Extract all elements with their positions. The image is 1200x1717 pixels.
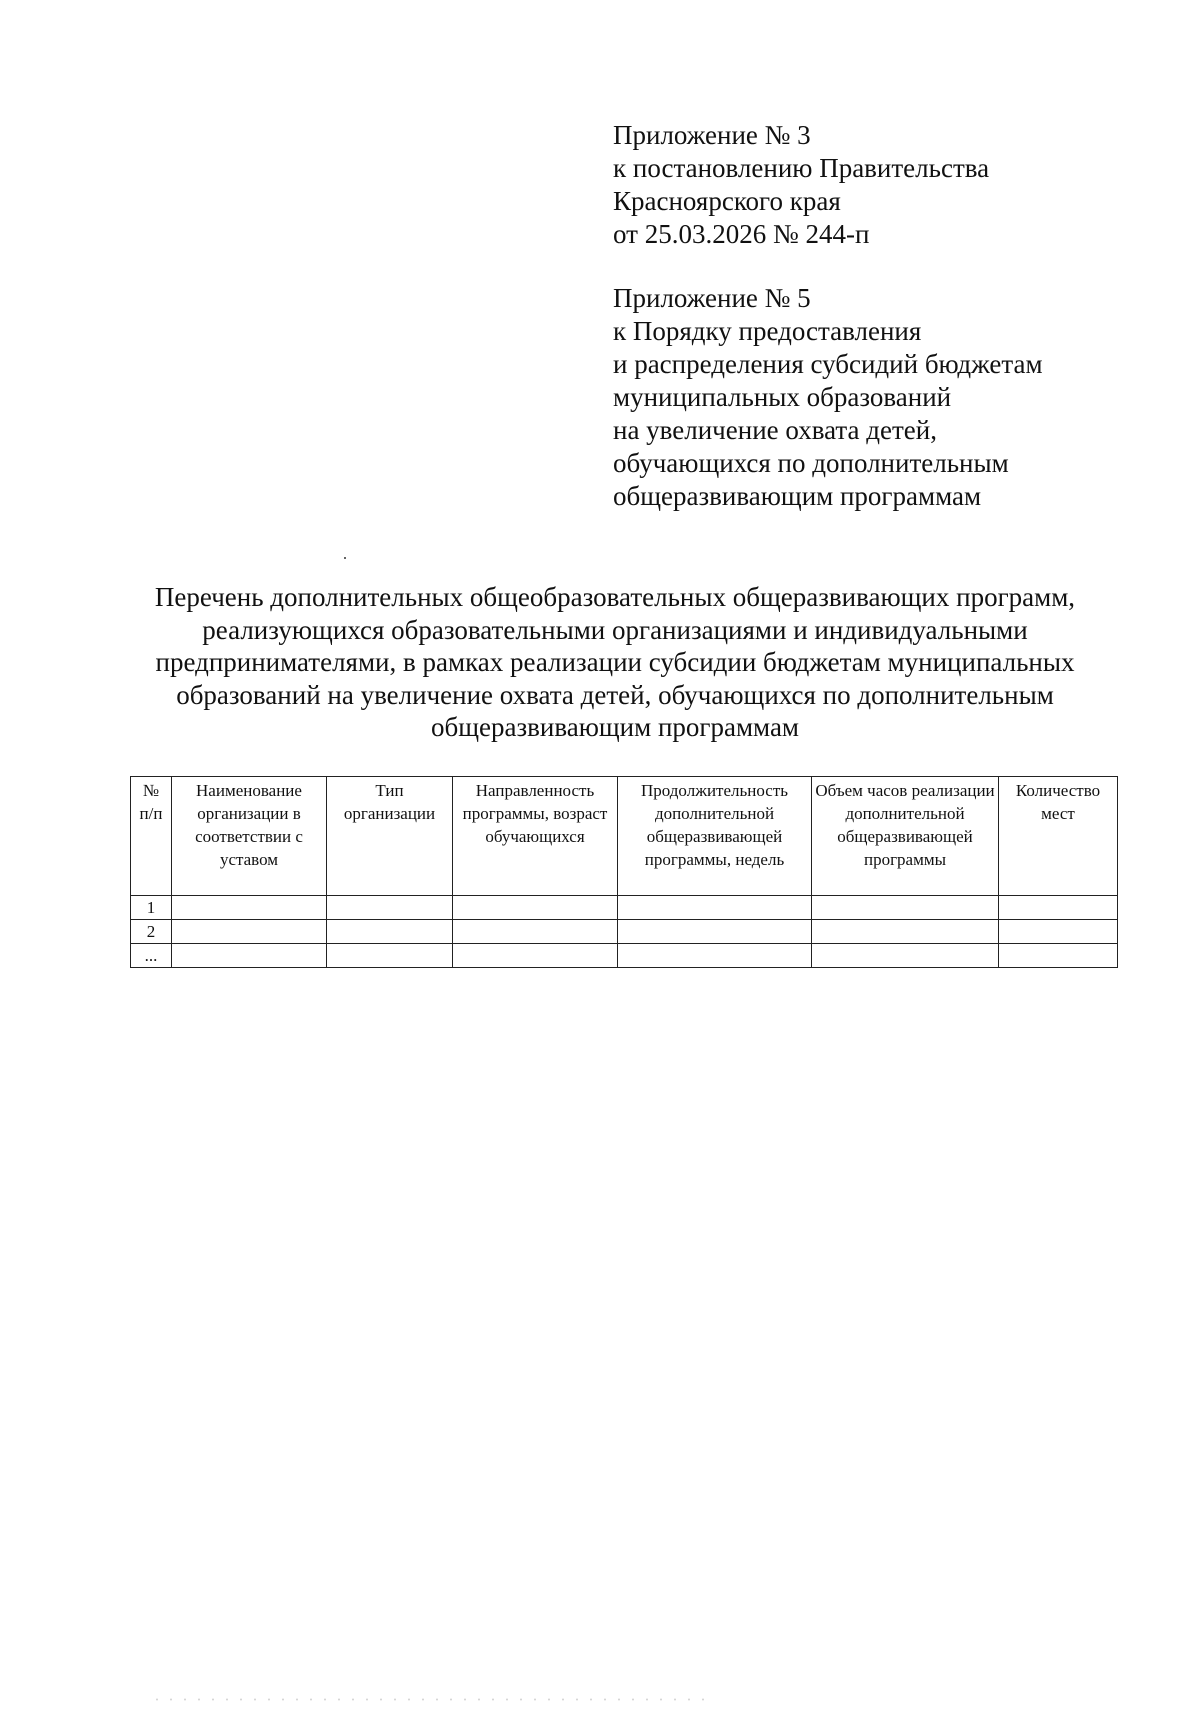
appendix-5-line: муниципальных образований <box>613 382 952 412</box>
appendix-5-line: общеразвивающим программам <box>613 481 982 511</box>
appendix-5-line: на увеличение охвата детей, <box>613 415 937 445</box>
appendix-3-line: к постановлению Правительства <box>613 153 990 183</box>
appendix-3-title: Приложение № 3 <box>613 120 811 150</box>
table-row <box>131 920 1118 944</box>
table-cell <box>172 920 327 944</box>
appendix-3-line: Красноярского края <box>613 186 841 216</box>
scan-speck <box>344 557 346 559</box>
header-organization-type: Тип организации <box>327 777 453 896</box>
table-cell <box>453 896 618 920</box>
table-cell <box>999 896 1118 920</box>
appendix-5-title: Приложение № 5 <box>613 283 811 313</box>
title-line: общеразвивающим программам <box>430 712 800 742</box>
header-places-count: Количество мест <box>999 777 1118 896</box>
table-cell <box>172 944 327 968</box>
table-cell <box>327 896 453 920</box>
table-cell <box>453 920 618 944</box>
table-cell <box>812 920 999 944</box>
table-cell <box>999 920 1118 944</box>
header-program-direction: Направленность программы, возраст обучающихся <box>453 777 618 896</box>
table-cell <box>172 896 327 920</box>
title-line: Перечень дополнительных общеобразовательных общеразвивающих программ, <box>154 582 1076 612</box>
title-line: реализующихся образовательными организациями и индивидуальными <box>202 614 1028 645</box>
appendix-3-date-number: от 25.03.2026 № 244-п <box>613 219 870 249</box>
header-program-duration: Продолжительность дополнительной общеразвивающей программы, недель <box>618 777 812 896</box>
scan-artifact <box>150 1698 710 1701</box>
table-cell-number: 1 <box>131 896 172 920</box>
table-cell <box>327 944 453 968</box>
table-cell <box>453 944 618 968</box>
appendix-5-line: и распределения субсидий бюджетам <box>613 349 1043 379</box>
table-cell <box>327 920 453 944</box>
table-cell <box>618 944 812 968</box>
title-line: предпринимателями, в рамках реализации субсидии бюджетам муниципальных <box>155 647 1075 677</box>
table-cell <box>618 920 812 944</box>
table-row <box>131 944 1118 968</box>
appendix-5-block <box>613 282 1043 513</box>
document-title <box>0 581 1200 744</box>
table-cell <box>812 944 999 968</box>
table-cell-number: ... <box>131 944 172 968</box>
table-row <box>131 896 1118 920</box>
table-header-row <box>131 777 1118 896</box>
programs-table <box>130 776 1118 968</box>
header-program-hours: Объем часов реализации дополнительной общеразвивающей программы <box>812 777 999 896</box>
header-number: № п/п <box>131 777 172 896</box>
title-line: образований на увеличение охвата детей, обучающихся по дополнительным <box>176 679 1054 710</box>
table-cell <box>618 896 812 920</box>
table-cell <box>999 944 1118 968</box>
appendix-5-line: обучающихся по дополнительным <box>613 448 1009 478</box>
appendix-5-line: к Порядку предоставления <box>613 316 922 346</box>
table-cell-number: 2 <box>131 920 172 944</box>
table-cell <box>812 896 999 920</box>
appendix-3-block <box>613 119 989 251</box>
header-organization-name: Наименование организации в соответствии с уставом <box>172 777 327 896</box>
